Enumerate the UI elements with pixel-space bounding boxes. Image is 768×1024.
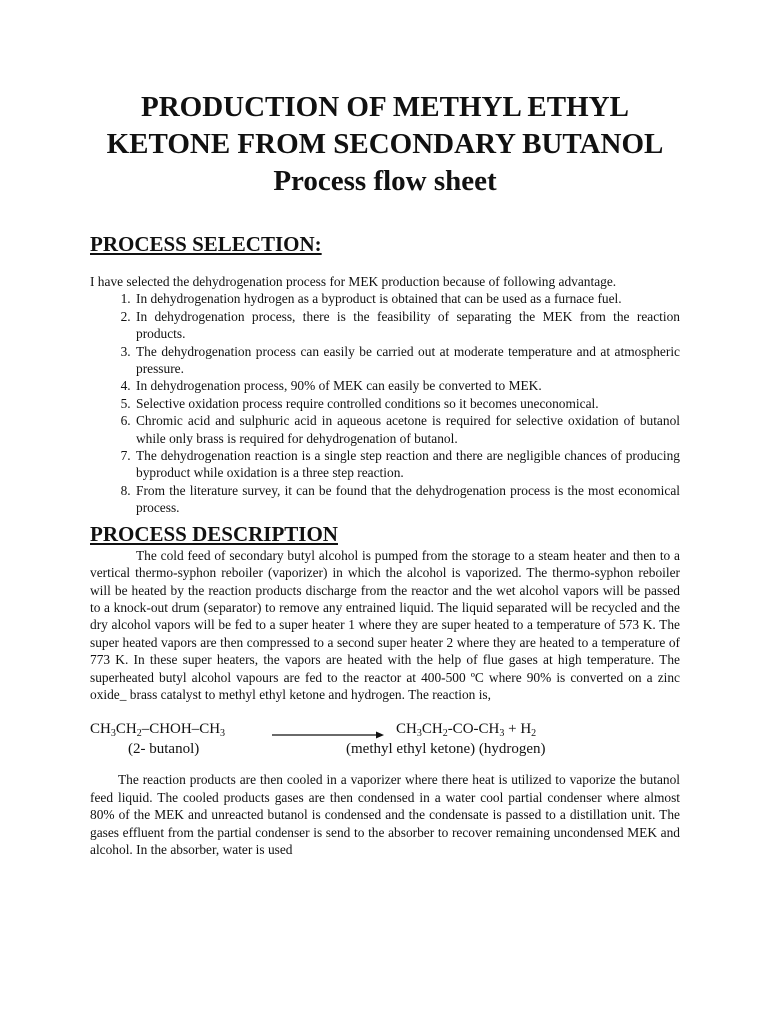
advantages-list (90, 290, 680, 516)
document-title (90, 0, 680, 200)
advantage-item: 1. In dehydrogenation hydrogen as a byproduct is obtained that can be used as a furnace fuel. (134, 290, 680, 307)
reaction-arrow-icon (272, 730, 384, 740)
process-description-heading: PROCESS DESCRIPTION (90, 521, 338, 546)
advantage-item: 4. In dehydrogenation process, 90% of MEK can easily be converted to MEK. (134, 377, 680, 394)
title-line-3: Process flow sheet (273, 165, 497, 197)
description-paragraph-1: The cold feed of secondary butyl alcohol is pumped from the storage to a steam heater and then to a vertical thermo-syphon reboiler (vaporizer) in which the alcohol is vaporized. The thermo-syphon reboiler will be heated by the reaction products discharge from the reactor and the wet alcohol vapors will be passed to a knock-out drum (separator) to remove any entrained liquid. The liquid separated will be recycled and the dry alcohol vapors will be fed to a super heater 1 where they are super heated to a temperature of 573 K. The super heated vapors are then compressed to a second super heater 2 where they are heated to a temperature of 773 K. In these super heaters, the vapors are heated with the help of flue gases at high temperature. The superheated butyl alcohol vapours are fed to the reactor at 400-500 ºC where 90% is converted on a zinc oxide_ brass catalyst to methyl ethyl ketone and hydrogen. The reaction is, (90, 547, 680, 702)
advantage-item: 2. In dehydrogenation process, there is the feasibility of separating the MEK from the reaction products. (134, 308, 680, 343)
advantage-item: 7. The dehydrogenation reaction is a single step reaction and there are negligible chances of producing byproduct while oxidation is a three step reaction. (134, 447, 680, 482)
reactant-formula: $CH_3CH_2-CHOH-CH_3$ (90, 721, 226, 740)
title-line-2: KETONE FROM SECONDARY BUTANOL (106, 128, 664, 160)
selection-intro: I have selected the dehydrogenation process for MEK production because of following advantage. (90, 274, 617, 289)
reaction-equation (90, 721, 680, 771)
advantage-item: 5. Selective oxidation process require controlled conditions so it becomes uneconomical. (134, 395, 680, 412)
advantage-item: 6. Chromic acid and sulphuric acid in aqueous acetone is required for selective oxidation of butanol while only brass is required for dehydrogenation of butanol. (134, 412, 680, 447)
advantage-item: 8. From the literature survey, it can be found that the dehydrogenation process is the most economical process. (134, 482, 680, 517)
process-selection-heading: PROCESS SELECTION: (90, 232, 322, 256)
reactant-name: (2- butanol) (128, 741, 200, 758)
product-names: (methyl ethyl ketone) (hydrogen) (346, 741, 546, 758)
advantage-item: 3. The dehydrogenation process can easily be carried out at moderate temperature and at atmospheric pressure. (134, 343, 680, 378)
title-line-1: PRODUCTION OF METHYL ETHYL (141, 91, 629, 123)
description-paragraph-2: The reaction products are then cooled in a vaporizer where there heat is utilized to vaporize the butanol feed liquid. The cooled products gases are then condensed in a water cool partial condenser where almost 80% of the MEK and unreacted butanol is condensed and the condensate is passed to a distillation unit. The gases effluent from the partial condenser is send to the absorber to recover remaining uncondensed MEK and alcohol. In the absorber, water is used (90, 772, 680, 857)
product-formula: $CH_3CH_2-CO-CH_3 + H_2$ (396, 721, 537, 740)
